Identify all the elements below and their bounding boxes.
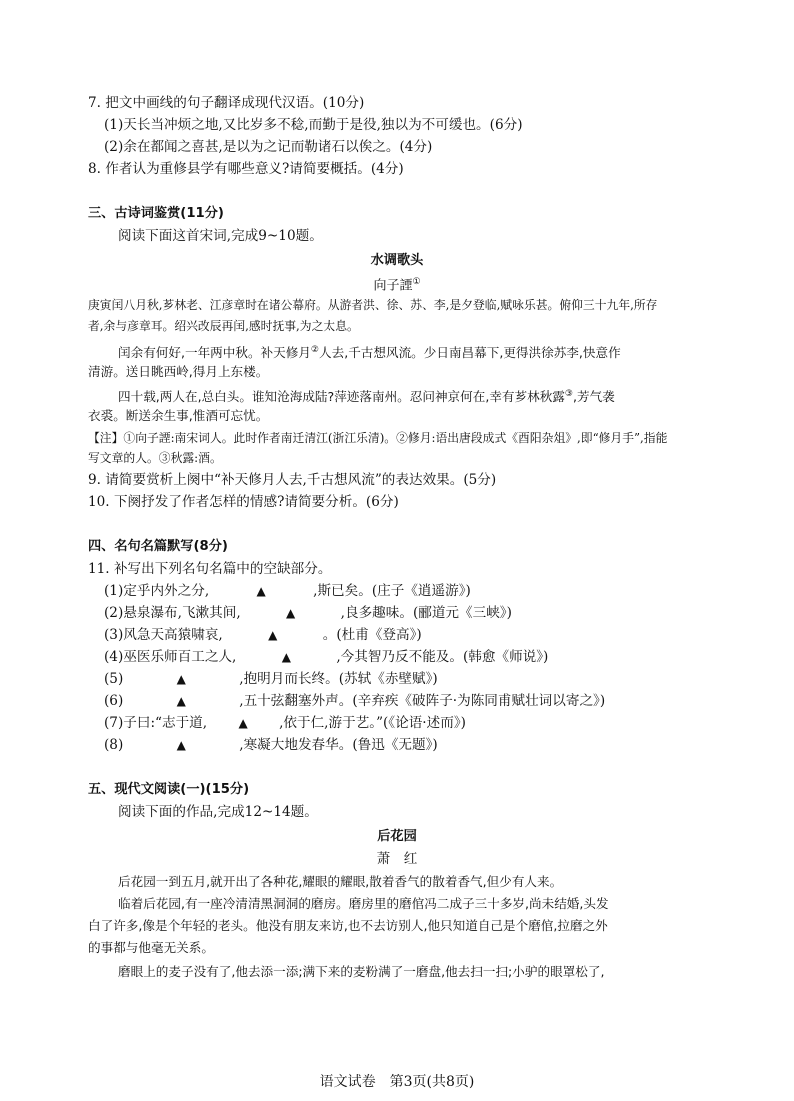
poem-preface-line-1: 庚寅闰八月秋,芗林老、江彦章时在诸公幕府。从游者洪、徐、苏、李,是夕登临,赋咏乐甚。俯仰三十九年,所存 — [88, 298, 658, 312]
poem-author — [0, 272, 794, 296]
dictation-item-8 — [104, 735, 438, 755]
question-10: 10. 下阕抒发了作者怎样的情感?请简要分析。(6分) — [88, 494, 399, 510]
poem-verse-1b: 人去,千古想风流。少日南昌幕下,更得洪徐苏李,快意作 — [319, 345, 621, 361]
question-9: 9. 请简要赏析上阕中“补天修月人去,千古想风流”的表达效果。(5分) — [88, 472, 497, 488]
dictation-item-7-post: ,依于仁,游于艺。”(《论语·述而》) — [279, 715, 466, 731]
story-title: 后花园 — [377, 829, 417, 844]
blank-marker: ▲ — [256, 584, 266, 598]
section-3-heading: 三、古诗词鉴赏(11分) — [88, 206, 224, 221]
blank-marker: ▲ — [176, 738, 186, 752]
poem-verse-line-2: 清游。送日眺西岭,得月上东楼。 — [88, 364, 269, 379]
story-paragraph-2-line-1: 临着后花园,有一座冷清清黑洞洞的磨房。磨房里的磨倌冯二成子三十多岁,尚未结婚,头发 — [118, 896, 609, 911]
dictation-item-1 — [104, 581, 471, 601]
blank-marker: ▲ — [286, 606, 296, 620]
blank-marker: ▲ — [238, 716, 248, 730]
dictation-item-6 — [104, 691, 605, 711]
section-4-heading: 四、名句名篇默写(8分) — [88, 539, 228, 554]
story-paragraph-1: 后花园一到五月,就开出了各种花,耀眼的耀眼,散着香气的散着香气,但少有人来。 — [118, 874, 563, 889]
dictation-item-4 — [104, 647, 548, 667]
blank-marker: ▲ — [268, 628, 278, 642]
dictation-item-5-post: ,抱明月而长终。(苏轼《赤壁赋》) — [239, 671, 438, 687]
blank-marker: ▲ — [176, 672, 186, 686]
dictation-item-8-pre: (8) — [104, 737, 124, 753]
section-5-heading: 五、现代文阅读(一)(15分) — [88, 782, 250, 797]
dictation-item-3-pre: (3)风急天高猿啸哀, — [104, 627, 223, 643]
question-7-stem: 7. 把文中画线的句子翻译成现代汉语。(10分) — [88, 95, 365, 111]
story-paragraph-3: 磨眼上的麦子没有了,他去添一添;满下来的麦粉满了一磨盘,他去扫一扫;小驴的眼罩松了, — [118, 964, 605, 979]
dictation-item-4-pre: (4)巫医乐师百工之人, — [104, 649, 237, 665]
dictation-item-2-pre: (2)悬泉瀑布,飞漱其间, — [104, 605, 241, 621]
poem-title: 水调歌头 — [370, 253, 424, 268]
story-author: 萧 红 — [376, 851, 418, 867]
question-7-sentence-1: (1)天长当冲烦之地,又比岁多不稔,而勤于是役,独以为不可缓也。(6分) — [104, 117, 523, 133]
story-paragraph-2-line-3: 的事都与他毫无关系。 — [88, 940, 214, 955]
dictation-item-1-post: ,斯已矣。(庄子《逍遥游》) — [313, 583, 471, 599]
poem-note-line-1: 【注】①向子諲:南宋词人。此时作者南迁清江(浙江乐清)。②修月:语出唐段成式《酉阳杂俎》,即“修月手”,指能 — [88, 431, 668, 445]
dictation-item-1-pre: (1)定乎内外之分, — [104, 583, 210, 599]
dictation-item-4-post: ,今其智乃反不能及。(韩愈《师说》) — [336, 649, 549, 665]
dictation-item-7 — [104, 713, 466, 733]
dictation-item-6-post: ,五十弦翻塞外声。(辛弃疾《破阵子·为陈同甫赋壮词以寄之》) — [239, 693, 606, 709]
blank-marker: ▲ — [176, 694, 186, 708]
poem-note-mark-2: ② — [310, 345, 319, 355]
page-footer: 语文试卷 第3页(共8页) — [319, 1074, 475, 1090]
dictation-item-8-post: ,寒凝大地发春华。(鲁迅《无题》) — [239, 737, 438, 753]
question-7-sentence-2: (2)余在都闻之喜甚,是以为之记而勒诸石以俟之。(4分) — [104, 139, 433, 155]
section-5-intro: 阅读下面的作品,完成12~14题。 — [118, 804, 318, 820]
dictation-item-5 — [104, 669, 438, 689]
poem-author-name: 向子諲 — [373, 278, 413, 294]
poem-note-mark-3: ③ — [564, 389, 573, 399]
dictation-item-3-post: 。(杜甫《登高》) — [322, 627, 422, 643]
dictation-item-2 — [104, 603, 512, 623]
poem-verse-line-4: 衣裘。断送余生事,惟酒可忘忧。 — [88, 408, 269, 423]
dictation-item-2-post: ,良多趣味。(郦道元《三峡》) — [340, 605, 512, 621]
poem-verse-line-1 — [118, 340, 621, 363]
poem-author-note-mark: ① — [412, 277, 421, 287]
dictation-item-7-pre: (7)子曰:“志于道, — [104, 715, 208, 731]
poem-verse-3b: ,芳气袭 — [572, 389, 615, 405]
poem-verse-1a: 闰余有何好,一年两中秋。补天修月 — [118, 345, 311, 361]
poem-preface-line-2: 者,余与彦章耳。绍兴改辰再闰,感时抚事,为之太息。 — [88, 319, 359, 333]
poem-verse-3a: 四十载,两人在,总白头。谁知沧海成陆?萍迹落南州。忍问神京何在,幸有芗林秋露 — [118, 389, 565, 405]
poem-note-line-2: 写文章的人。③秋露:酒。 — [88, 451, 222, 465]
question-8: 8. 作者认为重修县学有哪些意义?请简要概括。(4分) — [88, 161, 404, 177]
blank-marker: ▲ — [281, 650, 291, 664]
dictation-item-3 — [104, 625, 422, 645]
question-11: 11. 补写出下列名句名篇中的空缺部分。 — [88, 561, 332, 577]
section-3-intro: 阅读下面这首宋词,完成9~10题。 — [118, 228, 323, 244]
poem-verse-line-3 — [118, 384, 615, 407]
dictation-item-5-pre: (5) — [104, 671, 124, 687]
dictation-item-6-pre: (6) — [104, 693, 124, 709]
story-paragraph-2-line-2: 白了许多,像是个年轻的老头。他没有朋友来访,也不去访别人,他只知道自己是个磨倌,拉磨之外 — [88, 918, 608, 933]
